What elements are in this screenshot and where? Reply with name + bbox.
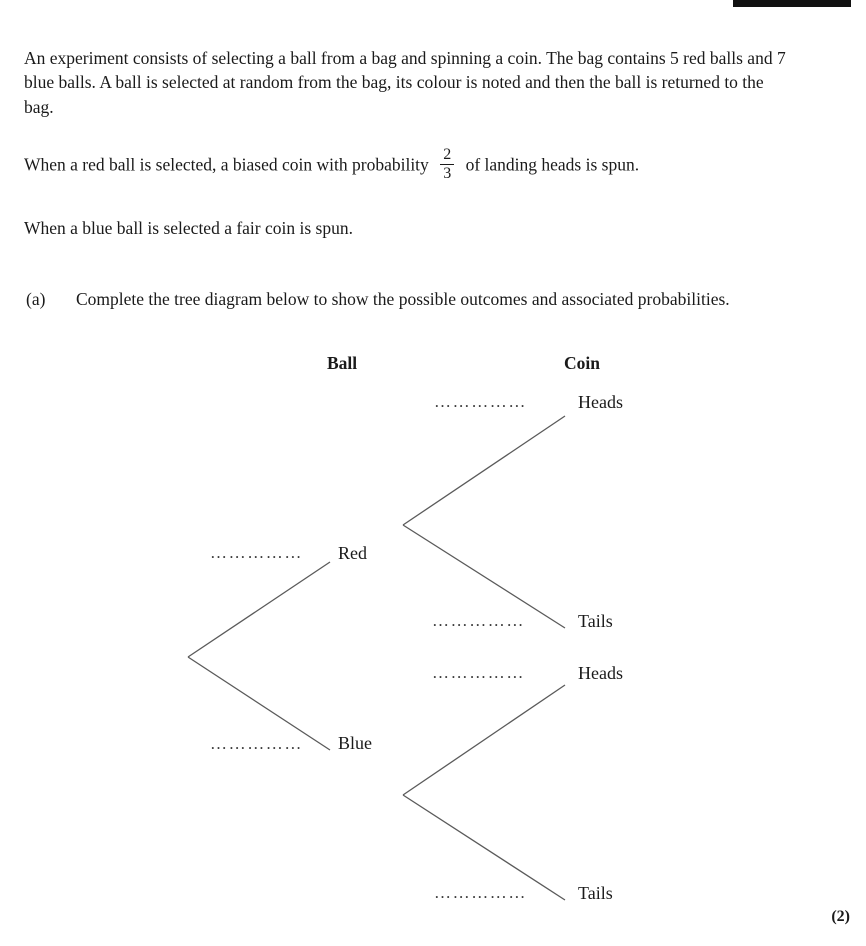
branch-blue-heads [403, 685, 565, 795]
branch-red-heads [403, 416, 565, 525]
probability-blank-blue-tails[interactable]: …………… [434, 883, 527, 902]
node-label-tails-blue: Tails [578, 883, 613, 903]
question-part-text: Complete the tree diagram below to show the possible outcomes and associated probabilities. [76, 289, 730, 309]
marks-allocation: (2) [831, 908, 850, 925]
probability-fraction [440, 147, 454, 184]
node-label-heads-blue: Heads [578, 663, 623, 683]
probability-blank-start-blue[interactable]: …………… [210, 734, 303, 753]
probability-blank-red-heads[interactable]: …………… [434, 392, 527, 411]
column-heading-ball: Ball [327, 353, 358, 373]
fair-coin-paragraph: When a blue ball is selected a fair coin is spun. [24, 217, 353, 238]
page-top-marker [733, 0, 851, 7]
node-label-blue: Blue [338, 733, 372, 753]
biased-coin-text-before: When a red ball is selected, a biased coin with probability [24, 153, 429, 174]
question-part-label: (a) [26, 289, 46, 309]
biased-coin-text-after: of landing heads is spun. [465, 153, 640, 174]
tree-diagram [0, 340, 866, 920]
fraction-numerator: 2 [443, 145, 452, 163]
probability-blank-blue-heads[interactable]: …………… [432, 663, 525, 682]
node-label-heads-red: Heads [578, 392, 623, 412]
column-heading-coin: Coin [564, 353, 600, 373]
probability-blank-red-tails[interactable]: …………… [432, 611, 525, 630]
biased-coin-paragraph [24, 145, 814, 185]
fraction-denominator: 3 [443, 165, 452, 183]
question-part-a [26, 287, 786, 312]
probability-blank-start-red[interactable]: …………… [210, 543, 303, 562]
node-label-red: Red [338, 543, 367, 563]
node-label-tails-red: Tails [578, 611, 613, 631]
intro-paragraph: An experiment consists of selecting a ball from a bag and spinning a coin. The bag contains 5 red balls and 7 blue balls. A ball is selected at random from the bag, its colour is noted and then the ball is returned to the bag. [24, 47, 786, 118]
branch-start-red [188, 562, 330, 657]
